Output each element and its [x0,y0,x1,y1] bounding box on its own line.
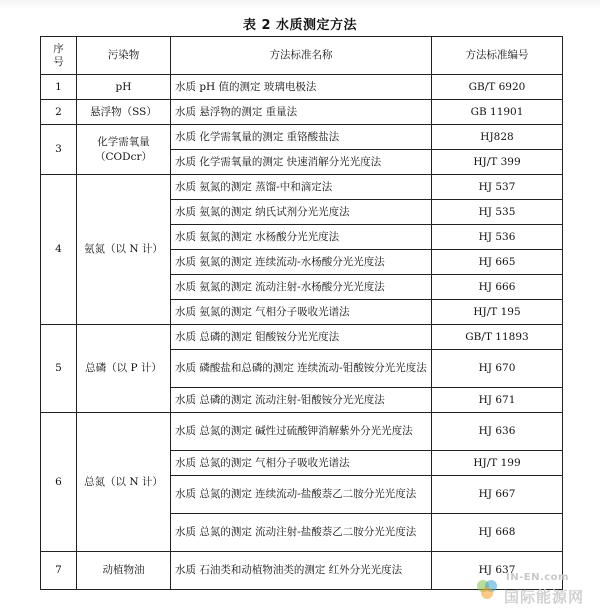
row-method-name: 水质 化学需氧量的测定 快速消解分光光度法 [171,150,432,175]
row-no: 3 [41,125,77,175]
row-method-code: GB/T 6920 [432,75,563,100]
row-method-code: GB 11901 [432,100,563,125]
pollutant-subscript-label: （CODcr） [95,150,152,163]
header-method-name: 方法标准名称 [171,37,432,75]
row-method-code: HJ 636 [432,413,563,451]
row-method-code: HJ 666 [432,275,563,300]
row-pollutant: 悬浮物（SS） [77,100,171,125]
row-method-code: HJ828 [432,125,563,150]
header-row [41,37,563,75]
row-no: 6 [41,413,77,552]
row-method-code: HJ/T 195 [432,300,563,325]
pollutant-name: 化学需氧量 [97,135,150,148]
watermark-domain: IN-EN.com [506,572,569,583]
table-row [41,175,563,200]
row-method-code: HJ 670 [432,350,563,388]
page-top-strip [0,0,600,10]
row-pollutant: pH [77,75,171,100]
row-method-name: 水质 总磷的测定 流动注射-钼酸铵分光光度法 [171,388,432,413]
row-method-name: 水质 磷酸盐和总磷的测定 连续流动-钼酸铵分光光度法 [171,350,432,388]
row-method-name: 水质 石油类和动植物油类的测定 红外分光光度法 [171,552,432,590]
row-pollutant: 动植物油 [77,552,171,590]
row-method-name: 水质 总氮的测定 流动注射-盐酸萘乙二胺分光光度法 [171,514,432,552]
table-row [41,100,563,125]
row-method-name: 水质 氨氮的测定 气相分子吸收光谱法 [171,300,432,325]
header-method-code: 方法标准编号 [432,37,563,75]
row-method-name: 水质 悬浮物的测定 重量法 [171,100,432,125]
in-en-logo-icon [474,576,500,602]
row-method-code: HJ 667 [432,476,563,514]
row-method-name: 水质 化学需氧量的测定 重铬酸盐法 [171,125,432,150]
row-method-name: 水质 总氮的测定 碱性过硫酸钾消解紫外分光光度法 [171,413,432,451]
row-pollutant: 总氮（以 N 计） [77,413,171,552]
row-method-name: 水质 pH 值的测定 玻璃电极法 [171,75,432,100]
table-row [41,325,563,350]
row-method-code: HJ/T 199 [432,451,563,476]
row-no: 2 [41,100,77,125]
site-watermark [474,570,594,610]
table-row [41,125,563,150]
row-method-name: 水质 氨氮的测定 蒸馏-中和滴定法 [171,175,432,200]
row-method-code: HJ 668 [432,514,563,552]
row-method-code: GB/T 11893 [432,325,563,350]
row-no: 4 [41,175,77,325]
row-method-code: HJ 665 [432,250,563,275]
row-pollutant: 总磷（以 P 计） [77,325,171,413]
row-method-name: 水质 氨氮的测定 连续流动-水杨酸分光光度法 [171,250,432,275]
table-row [41,413,563,451]
row-method-code: HJ 537 [432,175,563,200]
row-method-code: HJ 671 [432,388,563,413]
row-method-name: 水质 总氮的测定 连续流动-盐酸萘乙二胺分光光度法 [171,476,432,514]
header-pollutant: 污染物 [77,37,171,75]
row-method-name: 水质 氨氮的测定 流动注射-水杨酸分光光度法 [171,275,432,300]
row-pollutant: 氨氮（以 N 计） [77,175,171,325]
row-method-name: 水质 氨氮的测定 水杨酸分光光度法 [171,225,432,250]
row-method-name: 水质 总磷的测定 钼酸铵分光光度法 [171,325,432,350]
row-method-name: 水质 总氮的测定 气相分子吸收光谱法 [171,451,432,476]
row-method-code: HJ 637 [432,552,563,590]
row-method-name: 水质 氨氮的测定 纳氏试剂分光光度法 [171,200,432,225]
row-method-code: HJ 536 [432,225,563,250]
row-pollutant [77,125,171,175]
table-caption: 表 2 水质测定方法 [242,18,358,33]
row-no: 1 [41,75,77,100]
row-no: 5 [41,325,77,413]
row-no: 7 [41,552,77,590]
row-method-code: HJ/T 399 [432,150,563,175]
header-no: 序号 [41,37,77,75]
row-method-code: HJ 535 [432,200,563,225]
table-row [41,75,563,100]
watermark-site-name: 国际能源网 [504,588,585,606]
water-quality-methods-table [40,36,563,590]
